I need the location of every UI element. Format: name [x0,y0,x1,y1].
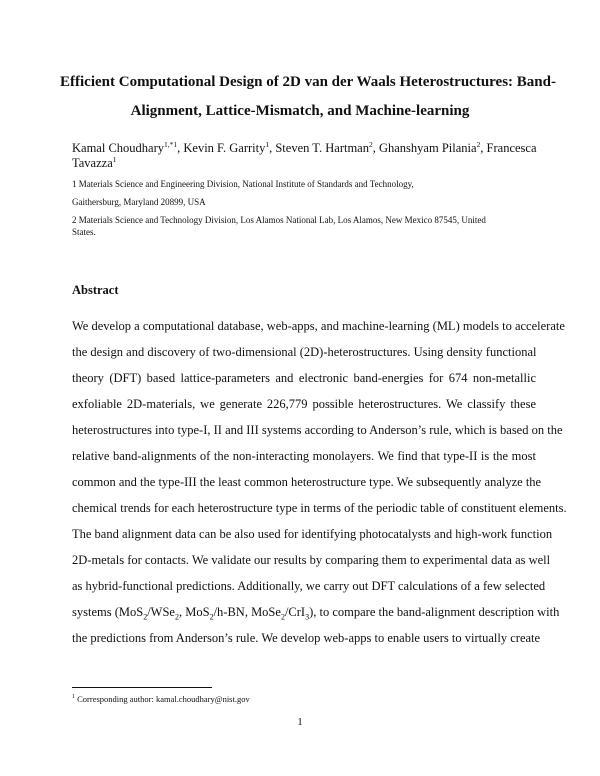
abstract-line: relative band-alignments of the non-interacting monolayers. We find that type-II is the most [72,449,536,463]
abstract-line: heterostructures into type-I, II and III systems according to Anderson’s rule, which is based on the [72,423,563,437]
abstract-line: We develop a computational database, web-apps, and machine-learning (ML) models to accelerate [72,319,565,333]
subscript: 2 [280,612,285,622]
text-run: , MoS [178,605,210,619]
abstract-line: as hybrid-functional predictions. Additionally, we carry out DFT calculations of a few selected [72,579,546,593]
subscript: 2 [209,612,214,622]
abstract-line: exfoliable 2D-materials, we generate 226,779 possible heterostructures. We classify these [72,397,536,411]
abstract-line: 2D-metals for contacts. We validate our results by comparing them to experimental data as well [72,553,551,567]
author-name: Steven T. Hartman [275,141,369,155]
affiliation-2-line-2: States. [72,227,96,237]
abstract-line: the predictions from Anderson’s rule. We develop web-apps to enable users to virtually create [72,631,541,645]
author-name: Kevin F. Garrity [183,141,266,155]
affiliation-2-line-1: 2 Materials Science and Technology Division, Los Alamos National Lab, Los Alamos, New Mexico 87545, United [72,215,486,225]
author-affiliation-mark: 2 [368,139,373,149]
text-run: systems (MoS [72,605,144,619]
affiliation-1-line-1: 1 Materials Science and Engineering Division, National Institute of Standards and Technology, [72,179,414,189]
author-list-continued [72,156,117,170]
paper-title-line-1: Efficient Computational Design of 2D van der Waals Heterostructures: Band- [60,74,556,90]
author-name: Kamal Choudhary [72,141,164,155]
author-affiliation-mark: 1,*1 [164,139,178,149]
page-number: 1 [297,716,303,728]
text-run: /WSe [147,605,175,619]
abstract-heading: Abstract [72,283,119,297]
abstract-line: chemical trends for each heterostructure type in terms of the periodic table of constituent elements. [72,501,567,515]
subscript: 2 [174,612,179,622]
subscript: 3 [305,612,310,622]
paper-title-line-2: Alignment, Lattice-Mismatch, and Machine-learning [130,103,470,119]
text-run: /CrI [284,605,306,619]
footnote-text: Corresponding author: kamal.choudhary@nist.gov [75,694,250,704]
abstract-line-with-formulas [72,604,560,622]
author-list: Kamal Choudhary$^{1,*1}$, Kevin F. Garrity$^1$, Steven T. Hartman$^2$, Ghanshyam Pilania$^2$, Francesca [72,139,537,155]
subscript: 2 [143,612,148,622]
author-affiliation-mark: 1 [265,139,270,149]
affiliation-1-line-2: Gaithersburg, Maryland 20899, USA [72,197,206,207]
author-name-last: Tavazza [72,156,113,170]
text-run: /h-BN, MoSe [213,605,281,619]
text-run: ), to compare the band-alignment description with [309,605,560,619]
footnote [72,693,250,705]
author-name: Ghanshyam Pilania [378,141,477,155]
author-affiliation-mark: 2 [476,139,481,149]
abstract-line: common and the type-III the least common heterostructure type. We subsequently analyze the [72,475,542,489]
author-affiliation-mark: 1 [112,154,117,164]
footnote-mark: 1 [72,694,75,701]
abstract-line: the design and discovery of two-dimensional (2D)-heterostructures. Using density functional [72,345,537,359]
author-name-first: Francesca [486,141,537,155]
footnote-divider [72,687,212,688]
abstract-line: The band alignment data can be also used for identifying photocatalysts and high-work function [72,527,553,541]
abstract-line: theory (DFT) based lattice-parameters and electronic band-energies for 674 non-metallic [72,371,536,385]
